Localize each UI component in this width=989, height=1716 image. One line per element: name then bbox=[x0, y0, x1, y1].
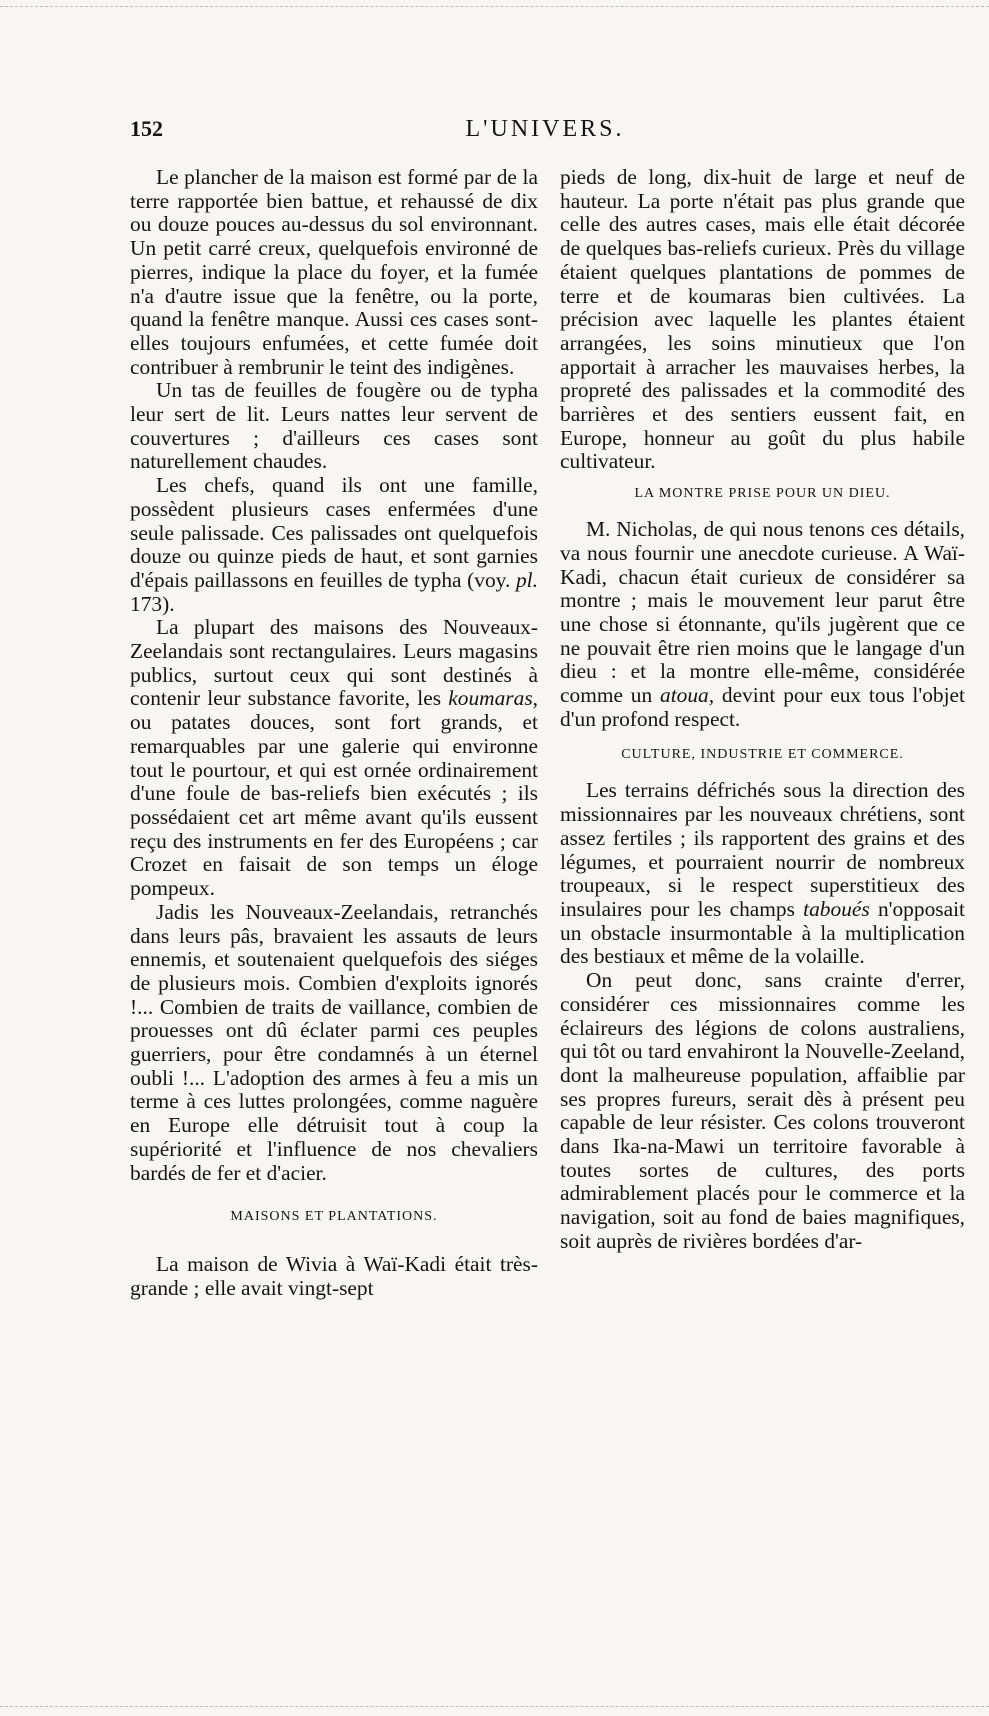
right-column bbox=[560, 166, 965, 1254]
term-atoua: atoua, bbox=[660, 683, 715, 708]
paragraph-feuilles: Un tas de feuilles de fougère ou de typha leur sert de lit. Leurs nattes leur servent de couvertures ; d'ailleurs ces cases sont naturellement chaudes. bbox=[130, 378, 538, 474]
paragraph-nicholas bbox=[560, 518, 965, 731]
heading-montre-dieu: LA MONTRE PRISE POUR UN DIEU. bbox=[634, 486, 891, 502]
term-taboues: taboués bbox=[803, 896, 870, 921]
page-number: 152 bbox=[130, 116, 163, 141]
running-title: L'UNIVERS. bbox=[465, 116, 625, 142]
term-koumaras: koumaras, bbox=[448, 686, 538, 711]
paragraph-jadis: Jadis les Nouveaux-Zeelandais, retranchés dans leurs pâs, bravaient les assauts de leurs ennemis, et soutenaient quelquefois des siéges de plusieurs mois. Combien d'exploits ignorés !... Combien de traits de vaillance, combien de prouesses ont dû éclater parmi ces peuples guerriers, pour être condamnés à un éternel oubli !... L'adoption des armes à feu a mis un terme à ces luttes prolongées, comme naguère en Europe elle détruisit tout à coup la supériorité et l'influence de nos chevaliers bardés de fer et d'acier. bbox=[130, 899, 538, 1185]
text-terrains-b: n'opposait un obstacle insurmontable à la multiplication des bestiaux et même de la volaille. bbox=[560, 896, 965, 969]
text-nicholas-a: M. Nicholas, de qui nous tenons ces détails, va nous fournir une anecdote curieuse. A Waï-Kadi, chacun était curieux de considérer sa montre ; mais le mouvement leur parut être une chose si étonnante, qu'ils jugèrent que ce ne pouvait être rien moins que le langage d'un dieu : et la montre elle-même, considérée comme un bbox=[560, 517, 965, 708]
left-column bbox=[130, 166, 538, 1301]
text-terrains-a: Les terrains défrichés sous la direction des missionnaires par les nouveaux chrétiens, sont assez fertiles ; ils rapportent des grains et des légumes, et pourraient nourrir de nombreux troupeaux, si le respect superstitieux des insulaires pour les champs bbox=[560, 778, 965, 921]
text-maisons-a: La plupart des maisons des Nouveaux-Zeelandais sont rectangulaires. Leurs magasins publics, surtout ceux qui sont destinés à contenir leur substance favorite, les bbox=[130, 615, 538, 711]
scan-edge-bottom bbox=[0, 1706, 989, 1707]
text-maisons-b: ou patates douces, sont fort grands, et remarquables par une galerie qui environne tout le pourtour, et qui est ornée ordinairement d'une foule de bas-reliefs bien exécutés ; ils possédaient cet art même avant qu'ils eussent reçu des instruments en fer des Européens ; car Crozet en faisait de son temps un éloge pompeux. bbox=[130, 710, 538, 901]
paragraph-pieds: pieds de long, dix-huit de large et neuf de hauteur. La porte n'était pas plus grande que celle des autres cases, mais elle était décorée de quelques bas-reliefs curieux. Près du village étaient quelques plantations de pommes de terre et de koumaras bien cultivées. La précision avec laquelle les plantes étaient arrangées, les soins minutieux que l'on apportait à arracher les mauvaises herbes, la propreté des palissades et la commodité des barrières et des sentiers eussent fait, en Europe, honneur au goût du plus habile cultivateur. bbox=[560, 165, 965, 474]
heading-maisons-plantations: MAISONS ET PLANTATIONS. bbox=[230, 1209, 438, 1225]
paragraph-plancher: Le plancher de la maison est formé par de la terre rapportée bien battue, et rehaussé de dix ou douze pouces au-dessus du sol environnant. Un petit carré creux, quelquefois environné de pierres, indique la place du foyer, et la fumée n'a d'autre issue que la fenêtre, ou la porte, quand la fenêtre manque. Aussi ces cases sont-elles toujours enfumées, et cette fumée doit contribuer à rembrunir le teint des indigènes. bbox=[130, 165, 538, 379]
paragraph-colons: On peut donc, sans crainte d'errer, considérer ces missionnaires comme les éclaireurs des légions de colons australiens, qui tôt ou tard envahiront la Nouvelle-Zeeland, dont la malheureuse population, affaiblie par ses propres fureurs, serait dès à présent peu capable de leur résister. Ces colons trouveront dans Ika-na-Mawi un territoire favorable à toutes sortes de cultures, des ports admirablement placés pour le commerce et la navigation, soit au fond de baies magnifiques, soit auprès de rivières bordées d'ar- bbox=[560, 968, 965, 1253]
scan-edge-top bbox=[0, 6, 989, 7]
paragraph-maisons bbox=[130, 616, 538, 900]
paragraph-terrains bbox=[560, 779, 965, 969]
paragraph-chefs bbox=[130, 474, 538, 616]
text-nicholas-b: devint pour eux tous l'objet d'un profond respect. bbox=[560, 683, 965, 731]
plate-reference: pl. bbox=[515, 567, 538, 592]
page-header bbox=[130, 116, 960, 150]
text-chefs-b: 173). bbox=[130, 591, 175, 616]
text-chefs-a: Les chefs, quand ils ont une famille, possèdent plusieurs cases enfermées d'une seule palissade. Ces palissades ont quelquefois douze ou quinze pieds de haut, et sont garnies d'épais paillassons en feuilles de typha (voy. bbox=[130, 473, 538, 592]
heading-culture-industrie: CULTURE, INDUSTRIE ET COMMERCE. bbox=[621, 747, 904, 763]
paragraph-wivia: La maison de Wivia à Waï-Kadi était très-grande ; elle avait vingt-sept bbox=[130, 1252, 538, 1300]
